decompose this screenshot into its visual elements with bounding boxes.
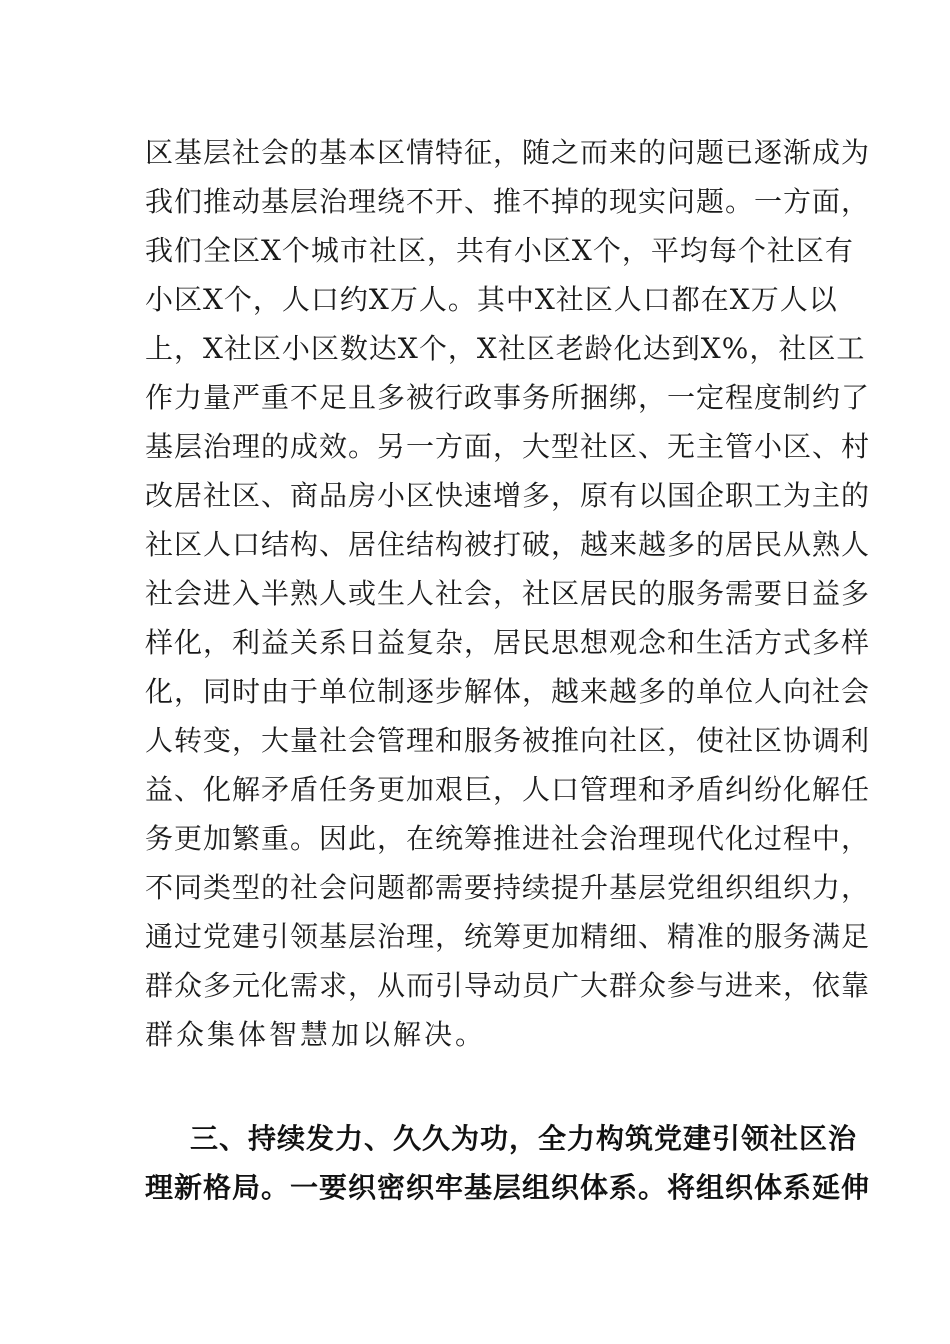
paragraph-1-line-18: 群众多元化需求，从而引导动员广大群众参与进来，依靠 — [145, 969, 871, 1002]
paragraph-1-line-1: 区基层社会的基本区情特征，随之而来的问题已逐渐成为 — [145, 136, 871, 169]
paragraph-1-line-16: 不同类型的社会问题都需要持续提升基层党组织组织力， — [145, 871, 871, 904]
section-three-heading-line-1: 三、持续发力、久久为功，全力构筑党建引领社区治 — [190, 1122, 858, 1155]
paragraph-1-line-5: 上，X社区小区数达X个，X社区老龄化达到X%，社区工 — [145, 332, 866, 365]
paragraph-1-line-8: 改居社区、商品房小区快速增多，原有以国企职工为主的 — [145, 479, 871, 512]
paragraph-1-line-7: 基层治理的成效。另一方面，大型社区、无主管小区、村 — [145, 430, 871, 463]
section-three-heading-line-2: 理新格局。一要织密织牢基层组织体系。将组织体系延伸 — [145, 1171, 871, 1204]
paragraph-1-line-10: 社会进入半熟人或生人社会，社区居民的服务需要日益多 — [145, 577, 871, 610]
paragraph-1-line-9: 社区人口结构、居住结构被打破，越来越多的居民从熟人 — [145, 528, 871, 561]
paragraph-1-line-3: 我们全区X个城市社区，共有小区X个，平均每个社区有 — [145, 234, 854, 267]
paragraph-1-line-15: 务更加繁重。因此，在统筹推进社会治理现代化过程中， — [145, 822, 871, 855]
paragraph-1-line-4: 小区X个，人口约X万人。其中X社区人口都在X万人以 — [145, 283, 838, 316]
paragraph-1-line-2: 我们推动基层治理绕不开、推不掉的现实问题。一方面， — [145, 185, 871, 218]
paragraph-1-line-12: 化，同时由于单位制逐步解体，越来越多的单位人向社会 — [145, 675, 871, 708]
paragraph-1-line-13: 人转变，大量社会管理和服务被推向社区，使社区协调利 — [145, 724, 871, 757]
paragraph-1-line-14: 益、化解矛盾任务更加艰巨，人口管理和矛盾纠纷化解任 — [145, 773, 871, 806]
paragraph-1-line-6: 作力量严重不足且多被行政事务所捆绑，一定程度制约了 — [145, 381, 871, 414]
paragraph-1-line-11: 样化，利益关系日益复杂，居民思想观念和生活方式多样 — [145, 626, 871, 659]
paragraph-1-line-17: 通过党建引领基层治理，统筹更加精细、精准的服务满足 — [145, 920, 871, 953]
paragraph-1-line-19: 群众集体智慧加以解决。 — [145, 1018, 487, 1051]
